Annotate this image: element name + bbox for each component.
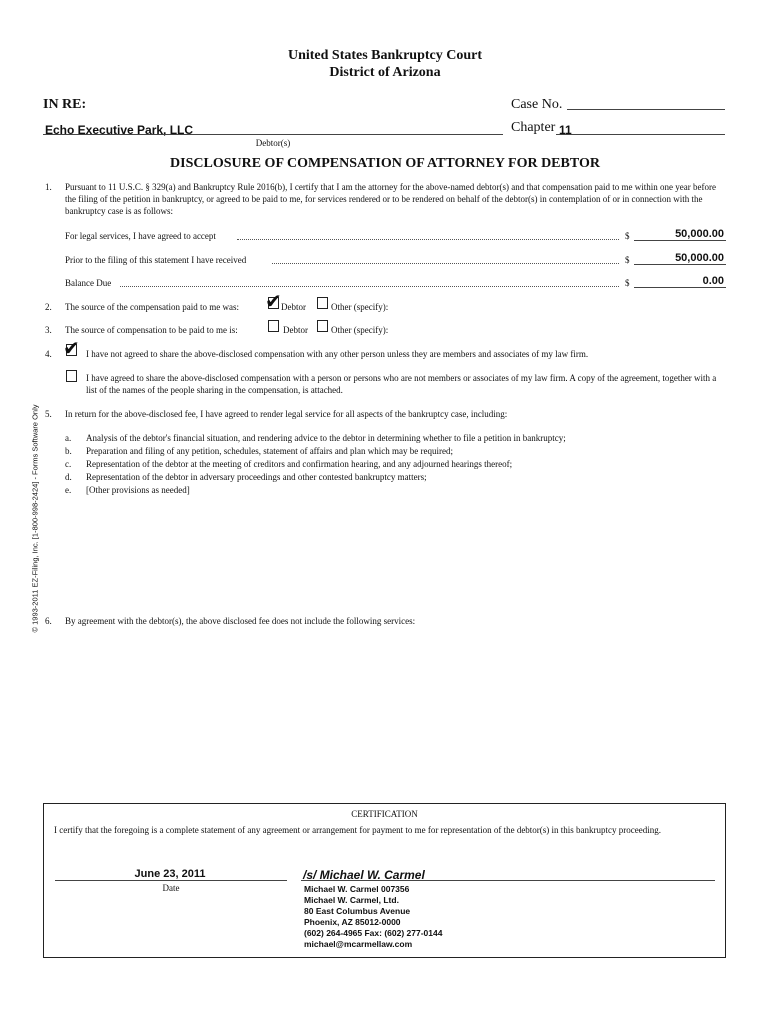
service-item: Preparation and filing of any petition, schedules, statement of affairs and plan which may be required;: [86, 446, 453, 456]
service-letter: d.: [65, 472, 72, 482]
service-item: [Other provisions as needed]: [86, 485, 190, 495]
court-name: United States Bankruptcy Court: [287, 48, 483, 63]
fee-agreed-amount: 50,000.00: [675, 228, 724, 240]
address-street: 80 East Columbus Avenue: [304, 906, 411, 916]
amount-line: [634, 287, 726, 288]
amount-line: [634, 264, 726, 265]
signature-line: [301, 880, 715, 881]
attorney-info: [304, 884, 604, 950]
item3-text: The source of compensation to be paid to me is:: [65, 325, 238, 335]
item2-text: The source of the compensation paid to me was:: [65, 302, 239, 312]
attorney-name: Michael W. Carmel 007356: [304, 884, 410, 894]
debtors-label: Debtor(s): [255, 138, 291, 148]
item4-option-b-checkbox[interactable]: [66, 370, 77, 382]
item4-option-a-text: I have not agreed to share the above-disclosed compensation with any other person unless they are members and associates of my law firm.: [86, 349, 589, 359]
balance-due-label: Balance Due: [65, 278, 112, 288]
item6-number: 6.: [45, 616, 52, 626]
chapter-line: [556, 134, 725, 135]
item4-option-b-text: I have agreed to share the above-disclosed compensation with a person or persons who are not members or associates of my law firm. A copy of the agreement, together with a list of the names of the people sharing in the compensation, is attached.: [86, 373, 717, 395]
item2-debtor-label: Debtor: [281, 302, 306, 312]
item3-other-label: Other (specify):: [331, 325, 389, 335]
certification-text: I certify that the foregoing is a complete statement of any agreement or arrangement for payment to me for representation of the debtor(s) in this bankruptcy proceeding.: [54, 825, 662, 835]
item2-other-checkbox[interactable]: [317, 297, 328, 309]
signature-date: June 23, 2011: [134, 868, 206, 880]
item3-debtor-checkbox[interactable]: [268, 320, 279, 332]
date-label: Date: [162, 883, 180, 893]
item1-text: Pursuant to 11 U.S.C. § 329(a) and Bankruptcy Rule 2016(b), I certify that I am the attorney for the above-named debtor(s) and that compensation paid to me within one year before the filing of the petition in bankruptcy, or agreed to be paid to me, for services rendered or to be rendered on behalf of the debtor(s) in contemplation of or in connection with the bankruptcy case is as follows:: [65, 182, 716, 216]
address-city: Phoenix, AZ 85012-0000: [304, 917, 401, 927]
service-item: Representation of the debtor in adversary proceedings and other contested bankruptcy matters;: [86, 472, 427, 482]
phone-fax: (602) 264-4965 Fax: (602) 277-0144: [304, 928, 443, 938]
service-letter: a.: [65, 433, 72, 443]
leader-dots: [237, 230, 619, 240]
fee-received-label: Prior to the filing of this statement I have received: [65, 255, 247, 265]
item4-number: 4.: [45, 349, 52, 359]
service-letter: c.: [65, 459, 72, 469]
item5-number: 5.: [45, 409, 52, 419]
leader-dots: [120, 277, 619, 287]
fee-received-amount: 50,000.00: [675, 252, 724, 264]
fee-agreed-label: For legal services, I have agreed to accept: [65, 231, 216, 241]
item6-text: By agreement with the debtor(s), the above disclosed fee does not include the following services:: [65, 616, 416, 626]
law-firm: Michael W. Carmel, Ltd.: [304, 895, 399, 905]
item3-number: 3.: [45, 325, 52, 335]
chapter-value: 11: [559, 123, 572, 137]
sidebar-copyright: © 1993-2011 EZ-Filing, Inc. [1-800-998-2424] - Forms Software Only: [30, 404, 40, 633]
attorney-signature: /s/ Michael W. Carmel: [303, 868, 425, 882]
currency-symbol: $: [625, 255, 630, 265]
balance-due-amount: 0.00: [702, 275, 724, 287]
item1-number: 1.: [45, 182, 52, 192]
district-name: District of Arizona: [329, 65, 441, 80]
service-letter: e.: [65, 485, 72, 495]
email: michael@mcarmellaw.com: [304, 939, 413, 949]
debtor-name-line: [43, 134, 503, 135]
currency-symbol: $: [625, 278, 630, 288]
in-re-label: IN RE:: [43, 97, 87, 112]
item2-number: 2.: [45, 302, 52, 312]
item3-debtor-label: Debtor: [283, 325, 308, 335]
checkmark-icon: ✔: [265, 289, 282, 313]
form-title: DISCLOSURE OF COMPENSATION OF ATTORNEY FOR DEBTOR: [170, 156, 600, 171]
service-letter: b.: [65, 446, 72, 456]
chapter-label: Chapter: [511, 120, 556, 135]
item5-text: In return for the above-disclosed fee, I have agreed to render legal service for all aspects of the bankruptcy case, including:: [65, 409, 508, 419]
date-line: [55, 880, 287, 881]
amount-line: [634, 240, 726, 241]
certification-heading: CERTIFICATION: [351, 809, 418, 819]
currency-symbol: $: [625, 231, 630, 241]
item3-other-checkbox[interactable]: [317, 320, 328, 332]
debtor-name: Echo Executive Park, LLC: [45, 123, 194, 137]
leader-dots: [272, 254, 619, 264]
item2-other-label: Other (specify):: [331, 302, 389, 312]
service-item: Analysis of the debtor's financial situation, and rendering advice to the debtor in determining whether to file a petition in bankruptcy;: [86, 433, 566, 443]
case-no-label: Case No.: [511, 97, 563, 112]
case-no-field[interactable]: [567, 109, 725, 110]
service-item: Representation of the debtor at the meeting of creditors and confirmation hearing, and any adjourned hearings thereof;: [86, 459, 513, 469]
checkmark-icon: ✔: [63, 336, 80, 360]
